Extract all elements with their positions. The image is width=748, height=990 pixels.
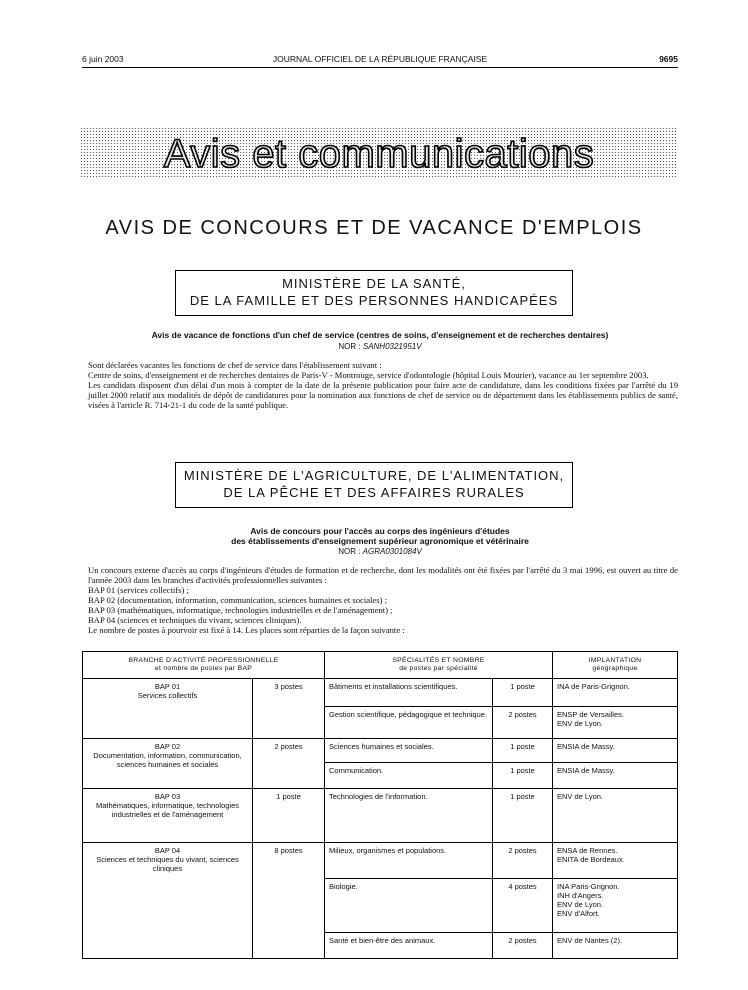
paragraph: Un concours externe d'accès au corps d'ingénieurs d'études de formation et de recherche, dont les modalités ont été fixées par l'arrêté du 3 mai 1996, est ouvert au titre de l'année 2003 dans les branches d'activités professionnelles suivantes : — [88, 565, 678, 585]
location: ENV de Nantes (2). — [553, 933, 678, 959]
paragraph: Les candidats disposent d'un délai d'un mois à compter de la date de la présente publication pour faire acte de candidature, dans les conditions fixées par l'arrêté du 19 juillet 2000 relatif aux modalités de dépôt de candidatures pour la nomination aux fonctions de chef de service ou de département dans les établissements publics de santé, visées à l'article R. 714-21-1 du code de la santé publique. — [88, 380, 678, 410]
ministry-box-sante — [175, 270, 573, 316]
section-banner — [80, 127, 678, 179]
ministry-line: DE LA PÊCHE ET DES AFFAIRES RURALES — [223, 485, 525, 500]
header-page-number: 9695 — [659, 54, 678, 64]
ministry-line: MINISTÈRE DE L'AGRICULTURE, DE L'ALIMENTATION, — [183, 468, 565, 483]
speciality: Santé et bien-être des animaux. — [325, 933, 493, 959]
location: INA de Paris-Grignon. — [553, 679, 678, 707]
list-item: BAP 03 (mathématiques, informatique, technologies industrielles et de l'aménagement) ; — [88, 605, 393, 615]
bap-cell: BAP 02 Documentation, information, communication, sciences humaines et sociales — [83, 739, 253, 789]
list-item: BAP 04 (sciences et techniques du vivant, sciences cliniques). — [88, 615, 302, 625]
list-item: BAP 02 (documentation, information, communication, sciences humaines et sociales) ; — [88, 595, 387, 605]
notice-title: Avis de vacance de fonctions d'un chef de service (centres de soins, d'enseignement et de recherches dentaires) — [151, 330, 609, 340]
ministry-line: MINISTÈRE DE LA SANTÉ, — [282, 276, 466, 291]
location: INA Paris-Grignon. INH d'Angers. ENV de Lyon. ENV d'Alfort. — [553, 879, 678, 933]
speciality: Technologies de l'information. — [325, 789, 493, 843]
location: ENSIA de Massy. — [553, 739, 678, 763]
location: ENSP de Versailles. ENV de Lyon. — [553, 707, 678, 739]
bap-postes: 2 postes — [253, 739, 325, 789]
notice-title: des établissements d'enseignement supérieur agronomique et vétérinaire — [231, 536, 529, 546]
paragraph: Le nombre de postes à pourvoir est fixé à 14. Les places sont réparties de la façon suivante : — [88, 625, 405, 635]
speciality-postes: 1 poste — [493, 763, 553, 789]
header-journal: JOURNAL OFFICIEL DE LA RÉPUBLIQUE FRANÇAISE — [272, 54, 488, 64]
speciality-postes: 4 postes — [493, 879, 553, 933]
location: ENSIA de Massy. — [553, 763, 678, 789]
speciality: Communication. — [325, 763, 493, 789]
nor-code: SANH0321951V — [362, 342, 422, 351]
notice-title: Avis de concours pour l'accès au corps des ingénieurs d'études — [250, 526, 510, 536]
speciality-postes: 2 postes — [493, 707, 553, 739]
page-header — [82, 54, 678, 68]
column-header: SPÉCIALITÉS ET NOMBRE de postes par spécialité — [325, 652, 553, 679]
speciality-postes: 1 poste — [493, 789, 553, 843]
bap-postes: 8 postes — [253, 843, 325, 959]
ministry-box-agriculture — [175, 462, 573, 508]
speciality: Gestion scientifique, pédagogique et technique. — [325, 707, 493, 739]
bap-postes: 3 postes — [253, 679, 325, 739]
notice-body — [88, 360, 678, 410]
positions-table — [82, 651, 678, 959]
speciality: Bâtiments et installations scientifiques. — [325, 679, 493, 707]
speciality: Milieux, organismes et populations. — [325, 843, 493, 879]
column-header: BRANCHE D'ACTIVITÉ PROFESSIONNELLE et nombre de postes par BAP — [83, 652, 325, 679]
speciality: Sciences humaines et sociales. — [325, 739, 493, 763]
location: ENSA de Rennes. ENITA de Bordeaux. — [553, 843, 678, 879]
speciality-postes: 2 postes — [493, 933, 553, 959]
bap-cell: BAP 03 Mathématiques, informatique, technologies industrielles et de l'aménagement — [83, 789, 253, 843]
speciality-postes: 1 poste — [493, 679, 553, 707]
banner-title: Avis et communications — [163, 132, 595, 176]
table-row — [83, 739, 678, 763]
speciality-postes: 1 poste — [493, 739, 553, 763]
ministry-line: DE LA FAMILLE ET DES PERSONNES HANDICAPÉES — [189, 293, 559, 308]
table-header-row — [83, 652, 678, 679]
header-date: 6 juin 2003 — [82, 54, 124, 64]
speciality-postes: 2 postes — [493, 843, 553, 879]
paragraph: Sont déclarées vacantes les fonctions de chef de service dans l'établissement suivant : — [88, 360, 382, 370]
list-item: BAP 01 (services collectifs) ; — [88, 585, 189, 595]
header-rule — [82, 67, 678, 68]
nor-reference: NOR : AGRA0301084V — [338, 547, 422, 556]
speciality: Biologie. — [325, 879, 493, 933]
bap-cell: BAP 01 Services collectifs — [83, 679, 253, 739]
location: ENV de Lyon. — [553, 789, 678, 843]
table-row — [83, 789, 678, 843]
bap-cell: BAP 04 Sciences et techniques du vivant, sciences cliniques — [83, 843, 253, 959]
paragraph: Centre de soins, d'enseignement et de recherches dentaires de Paris-V - Montrouge, service d'odontologie (hôpital Louis Mourier), vacance au 1er septembre 2003. — [88, 370, 649, 380]
table-row — [83, 679, 678, 707]
column-header: IMPLANTATION géographique — [553, 652, 678, 679]
main-title: AVIS DE CONCOURS ET DE VACANCE D'EMPLOIS — [105, 217, 643, 239]
table-row — [83, 843, 678, 879]
notice-body — [88, 565, 678, 635]
bap-postes: 1 poste — [253, 789, 325, 843]
nor-code: AGRA0301084V — [362, 547, 422, 556]
nor-reference: NOR : SANH0321951V — [338, 342, 422, 351]
